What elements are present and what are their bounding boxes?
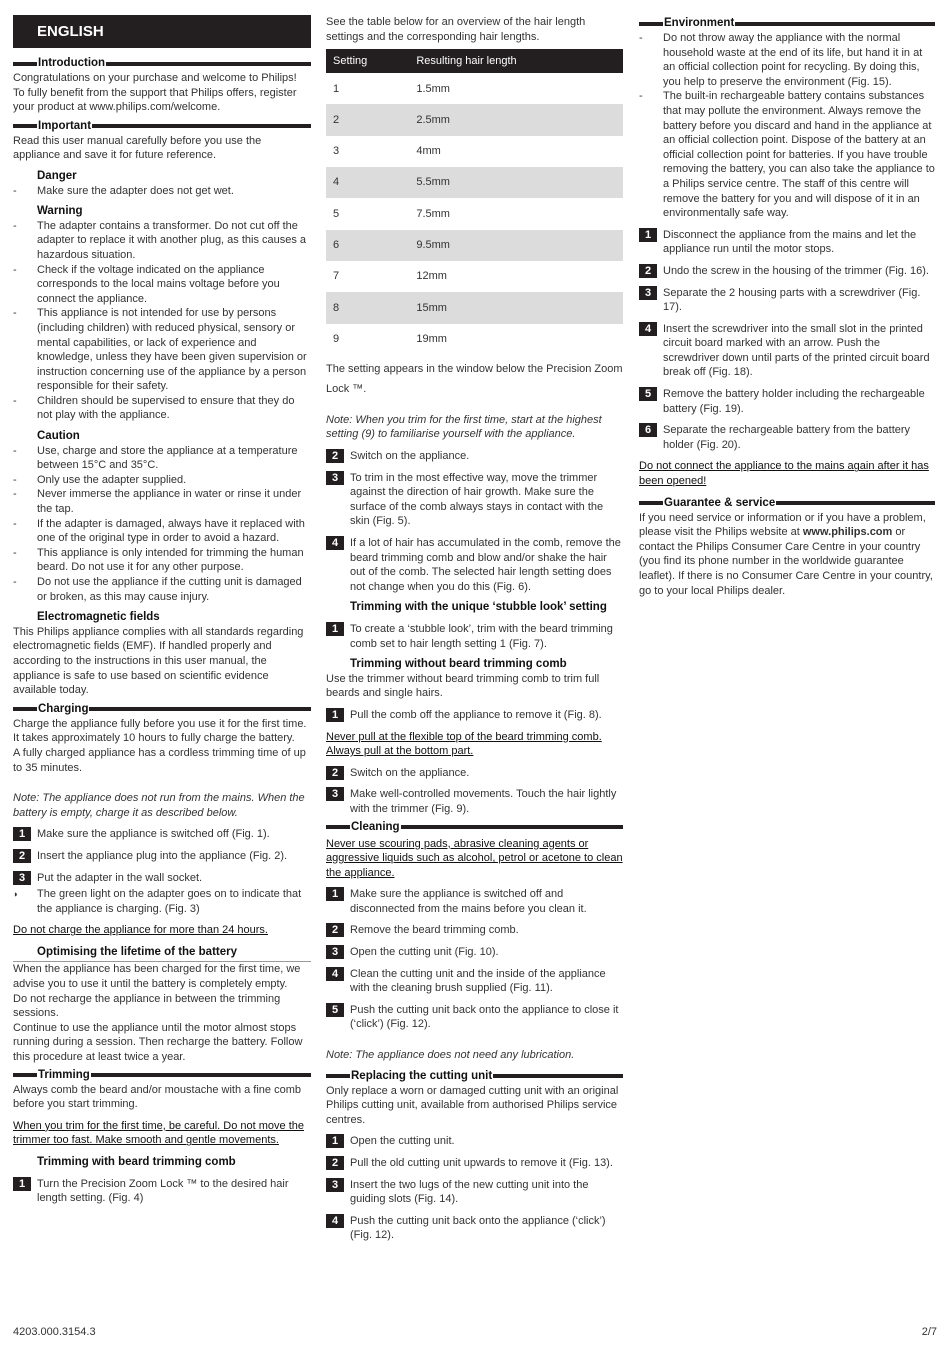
trimming-comb-heading: Trimming with beard trimming comb — [37, 1156, 236, 1168]
arrow-bullet-icon: ◗ — [13, 889, 19, 900]
important-text: Read this user manual carefully before you use the appliance and save it for future reference. — [13, 134, 262, 162]
table-row: 8 15mm — [326, 292, 623, 323]
environment-step: 4 Insert the screwdriver into the small slot in the printed circuit board marked with an arrow. Push the screwdriver down until parts of the printed circuit board break off (Fig. 18). — [639, 322, 935, 380]
replacing-step: 1 Open the cutting unit. — [326, 1134, 623, 1149]
battery-text-3: Continue to use the appliance until the motor almost stops running during a session. Then recharge the battery. Follow this procedure at least twice a year. — [13, 1021, 303, 1064]
cleaning-step: 2 Remove the beard trimming comb. — [326, 923, 623, 938]
trimming-text: Always comb the beard and/or moustache with a fine comb before you start trimming. — [13, 1083, 301, 1111]
environment-step: 6 Separate the rechargeable battery from the battery holder (Fig. 20). — [639, 423, 935, 452]
caution-heading: Caution — [37, 430, 80, 443]
trimming-step: 2 Switch on the appliance. — [326, 449, 623, 464]
no-comb-heading: Trimming without beard trimming comb — [350, 658, 567, 671]
charging-step: 2 Insert the appliance plug into the appliance (Fig. 2). — [13, 849, 311, 864]
warning-heading: Warning — [37, 205, 83, 218]
charging-text-3: A fully charged appliance has a cordless trimming time of up to 35 minutes. — [13, 746, 306, 774]
cleaning-step: 4 Clean the cutting unit and the inside of the appliance with the cleaning brush supplied (Fig. 11). — [326, 967, 623, 996]
cleaning-step: 5 Push the cutting unit back onto the appliance to close it (‘click’) (Fig. 12). — [326, 1003, 623, 1032]
battery-text-1: When the appliance has been charged for the first time, we advise you to use it until the battery is completely empty. — [13, 963, 301, 991]
no-comb-step: 2 Switch on the appliance. — [326, 766, 623, 781]
replacing-step: 3 Insert the two lugs of the new cutting unit into the guiding slots (Fig. 14). — [326, 1178, 623, 1207]
page-number: 2/7 — [921, 1326, 937, 1338]
section-heading-environment: Environment — [639, 16, 935, 31]
battery-lifetime-heading: Optimising the lifetime of the battery — [37, 945, 237, 958]
stubble-heading: Trimming with the unique ‘stubble look’ setting — [350, 601, 607, 614]
table-row: 7 12mm — [333, 270, 447, 283]
replacing-step: 2 Pull the old cutting unit upwards to remove it (Fig. 13). — [326, 1156, 623, 1171]
replacing-text: Only replace a worn or damaged cutting unit with an original Philips cutting unit, available from authorised Philips service centres. — [326, 1084, 619, 1126]
charging-text-2: It takes approximately 10 hours to fully charge the battery. — [13, 732, 295, 745]
column-2 — [326, 15, 623, 1243]
trimming-step: 3 To trim in the most effective way, move the trimmer against the direction of hair growth. Make sure the surface of the comb always stays in contact with the skin (Fig. 5). — [326, 471, 623, 529]
section-heading-introduction: Introduction — [13, 56, 311, 71]
table-row: 2 2.5mm — [326, 104, 623, 135]
cleaning-step: 3 Open the cutting unit (Fig. 10). — [326, 945, 623, 960]
replacing-step: 4 Push the cutting unit back onto the appliance (‘click’) (Fig. 12). — [326, 1214, 623, 1243]
table-intro: See the table below for an overview of the hair length settings and the corresponding hair lengths. — [326, 16, 586, 43]
hair-length-table — [326, 49, 623, 355]
caution-bullet: - Use, charge and store the appliance at a temperature between 15°C and 35°C. — [13, 444, 298, 472]
no-comb-text: Use the trimmer without beard trimming comb to trim full beards and single hairs. — [326, 672, 600, 700]
caution-bullet: - Only use the adapter supplied. — [13, 473, 187, 486]
section-heading-charging: Charging — [13, 702, 311, 717]
warning-bullet: - Check if the voltage indicated on the appliance corresponds to the local mains voltage before you connect the appliance. — [13, 263, 280, 305]
environment-step: 5 Remove the battery holder including the rechargeable battery (Fig. 19). — [639, 387, 935, 416]
warning-bullet: - The adapter contains a transformer. Do not cut off the adapter to replace it with another plug, as this causes a hazardous situation. — [13, 219, 307, 261]
environment-step: 3 Separate the 2 housing parts with a screwdriver (Fig. 17). — [639, 286, 935, 315]
cleaning-warning: Never use scouring pads, abrasive cleaning agents or aggressive liquids such as alcohol, petrol or acetone to clean the appliance. — [326, 837, 623, 879]
table-row: 3 4mm — [333, 145, 441, 158]
charging-step: 1 Make sure the appliance is switched off (Fig. 1). — [13, 827, 311, 842]
table-row: 4 5.5mm — [326, 167, 623, 198]
no-comb-step: 3 Make well-controlled movements. Touch the hair lightly with the trimmer (Fig. 9). — [326, 787, 623, 816]
table-row: 9 19mm — [333, 332, 447, 345]
trimming-warning: When you trim for the first time, be careful. Do not move the trimmer too fast. Make smooth and gentle movements. — [13, 1119, 305, 1147]
intro-text: Congratulations on your purchase and welcome to Philips! To fully benefit from the support that Philips offers, register your product at www.philips.com/welcome. — [13, 72, 297, 114]
trimming-comb-step: 1 Turn the Precision Zoom Lock ™ to the desired hair length setting. (Fig. 4) — [13, 1177, 311, 1206]
charging-step: 3 Put the adapter in the wall socket. — [13, 871, 311, 886]
caution-bullet: - Never immerse the appliance in water or rinse it under the tap. — [13, 488, 302, 516]
environment-step: 2 Undo the screw in the housing of the trimmer (Fig. 16). — [639, 264, 935, 279]
section-heading-guarantee: Guarantee & service — [639, 496, 935, 511]
cleaning-step: 1 Make sure the appliance is switched off and disconnected from the mains before you clean it. — [326, 887, 623, 916]
environment-bullet: - The built-in rechargeable battery contains substances that may pollute the environment. Always remove the battery before you discard and hand in the appliance at an official collection point. Dispose of the battery at an official collection point for batteries. If you have trouble removing the battery, you can also take the appliance to a Philips service centre. The staff of this centre will remove the battery for you and will dispose of it in an environmentally safe way. — [639, 90, 935, 220]
battery-text-2: Do not recharge the appliance in between the trimming sessions. — [13, 992, 281, 1020]
section-heading-important: Important — [13, 119, 311, 134]
emf-heading: Electromagnetic fields — [37, 611, 160, 624]
warning-bullet: - This appliance is not intended for use by persons (including children) with reduced physical, sensory or mental capabilities, or lack of experience and knowledge, unless they have been given supervision or instruction concerning use of the appliance by a person responsible for their safety. — [13, 307, 307, 393]
caution-bullet: - Do not use the appliance if the cutting unit is damaged or broken, as this may cause injury. — [13, 576, 302, 603]
section-heading-trimming: Trimming — [13, 1068, 311, 1083]
warning-bullet: - Children should be supervised to ensure that they do not play with the appliance. — [13, 394, 295, 422]
table-header: Resulting hair length — [409, 49, 623, 73]
column-1 — [13, 15, 311, 1206]
section-heading-cleaning: Cleaning — [326, 820, 623, 835]
cleaning-note: Note: The appliance does not need any lubrication. — [326, 1049, 575, 1062]
philips-website-link[interactable]: www.philips.com — [802, 526, 893, 539]
caution-bullet: - This appliance is only intended for trimming the human beard. Do not use it for any other purpose. — [13, 546, 304, 574]
danger-bullet: - Make sure the adapter does not get wet. — [13, 184, 234, 197]
danger-heading: Danger — [37, 169, 77, 182]
section-heading-replacing: Replacing the cutting unit — [326, 1069, 623, 1084]
table-header: Setting — [326, 49, 409, 73]
document-code: 4203.000.3154.3 — [13, 1326, 96, 1338]
charging-warning: Do not charge the appliance for more than 24 hours. — [13, 924, 268, 937]
after-table-text: The setting appears in the window below the Precision Zoom Lock ™. — [326, 362, 623, 395]
trimming-note: Note: When you trim for the first time, start at the highest setting (9) to familiarise yourself with the appliance. — [326, 413, 602, 441]
charging-indicator: ◗ The green light on the adapter goes on to indicate that the appliance is charging. (Fig. 3) — [13, 888, 302, 915]
charging-text-1: Charge the appliance fully before you use it for the first time. — [13, 717, 307, 730]
table-row: 5 7.5mm — [333, 207, 450, 220]
language-header: ENGLISH — [13, 15, 311, 48]
table-row: 6 9.5mm — [326, 230, 623, 261]
caution-bullet: - If the adapter is damaged, always have it replaced with one of the original type in order to avoid a hazard. — [13, 517, 305, 545]
guarantee-text: If you need service or information or if you have a problem, please visit the Philips website at www.philips.com or contact the Philips Consumer Care Centre in your country (you find its phone number in the worldwide guarantee leaflet). If there is no Consumer Care Centre in your country, go to your local Philips dealer. — [639, 511, 933, 597]
stubble-step: 1 To create a ‘stubble look’, trim with the beard trimming comb set to hair length setting 1 (Fig. 7). — [326, 622, 623, 651]
table-row: 1 1.5mm — [333, 82, 450, 95]
no-comb-step: 1 Pull the comb off the appliance to remove it (Fig. 8). — [326, 708, 623, 723]
charging-note: Note: The appliance does not run from the mains. When the battery is empty, charge it as described below. — [13, 792, 305, 819]
environment-bullet: - Do not throw away the appliance with the normal household waste at the end of its life, but hand it in at an official collection point for recycling. By doing this, you help to preserve the environment (Fig. 15). — [639, 32, 923, 88]
column-3 — [639, 15, 935, 602]
environment-warning: Do not connect the appliance to the mains again after it has been opened! — [639, 460, 929, 488]
environment-step: 1 Disconnect the appliance from the mains and let the appliance run until the motor stops. — [639, 228, 935, 257]
trimming-step: 4 If a lot of hair has accumulated in the comb, remove the beard trimming comb and blow and/or shake the hair out of the comb. The selected hair length setting does not change when you do this (Fig. 6). — [326, 536, 623, 594]
no-comb-warning: Never pull at the flexible top of the beard trimming comb. Always pull at the bottom part. — [326, 730, 602, 758]
emf-text: This Philips appliance complies with all standards regarding electromagnetic fields (EMF). If handled properly and according to the instructions in this user manual, the appliance is safe to use based on scientific evidence available today. — [13, 625, 304, 697]
